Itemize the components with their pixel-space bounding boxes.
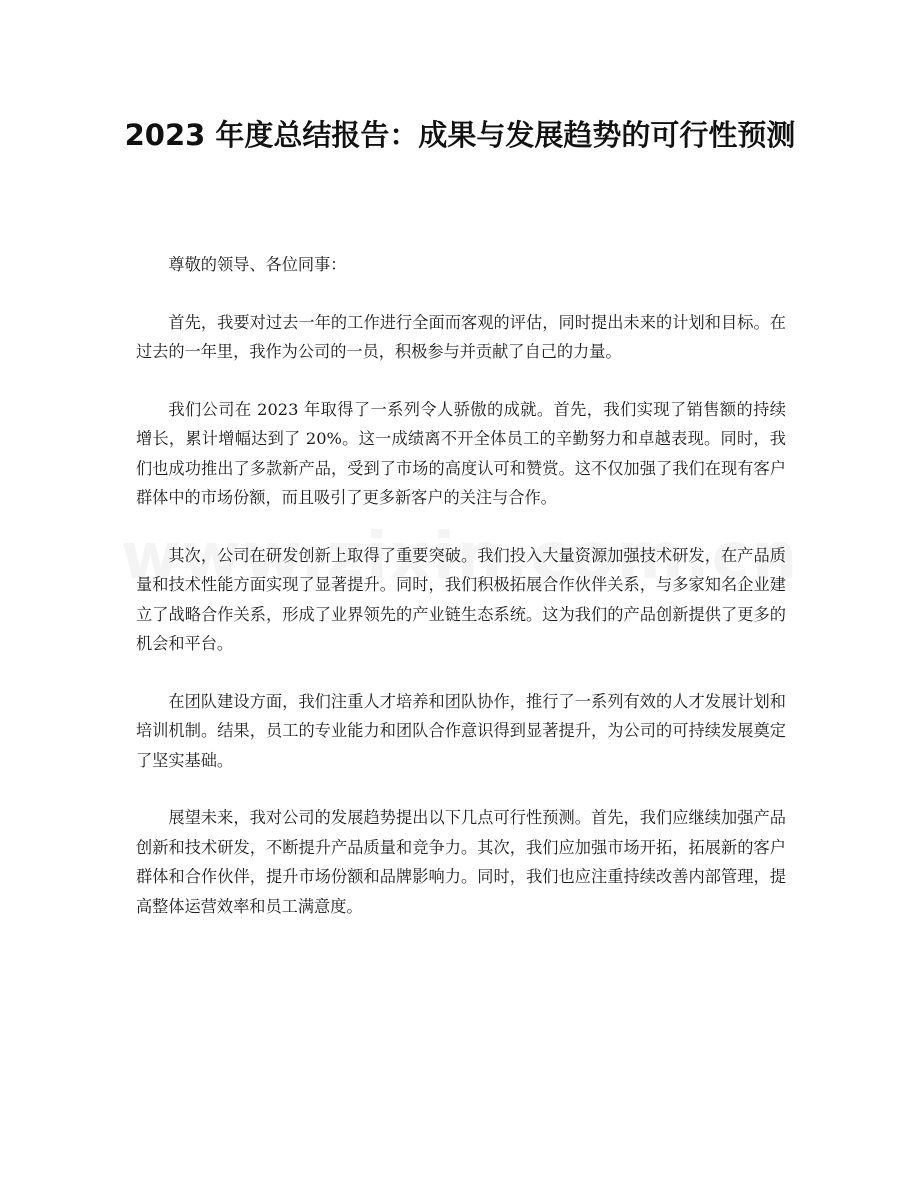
rnd-paragraph: 其次，公司在研发创新上取得了重要突破。我们投入大量资源加强技术研发，在产品质量和技术性能方面实现了显著提升。同时，我们积极拓展合作伙伴关系，与多家知名企业建立了战略合作关系，形成了业界领先的产业链生态系统。这为我们的产品创新提供了更多的机会和平台。 xyxy=(136,545,786,653)
achievements-paragraph: 我们公司在 2023 年取得了一系列令人骄傲的成就。首先，我们实现了销售额的持续增长，累计增幅达到了 20%。这一成绩离不开全体员工的辛勤努力和卓越表现。同时，我们也成功推出了多款新产品，受到了市场的高度认可和赞赏。这不仅加强了我们在现有客户群体中的市场份额，而且吸引了更多新客户的关注与合作。 xyxy=(136,399,786,507)
document-body xyxy=(136,250,786,949)
document-title: 2023 年度总结报告：成果与发展趋势的可行性预测 xyxy=(124,118,796,152)
salutation-paragraph: 尊敬的领导、各位同事： xyxy=(168,255,347,274)
outlook-paragraph: 展望未来，我对公司的发展趋势提出以下几点可行性预测。首先，我们应继续加强产品创新和技术研发，不断提升产品质量和竞争力。其次，我们应加强市场开拓，拓展新的客户群体和合作伙伴，提升市场份额和品牌影响力。同时，我们也应注重持续改善内部管理，提高整体运营效率和员工满意度。 xyxy=(136,808,786,916)
team-paragraph: 在团队建设方面，我们注重人才培养和团队协作，推行了一系列有效的人才发展计划和培训机制。结果，员工的专业能力和团队合作意识得到显著提升，为公司的可持续发展奠定了坚实基础。 xyxy=(136,691,786,770)
intro-paragraph: 首先，我要对过去一年的工作进行全面而客观的评估，同时提出未来的计划和目标。在过去的一年里，我作为公司的一员，积极参与并贡献了自己的力量。 xyxy=(136,312,786,361)
